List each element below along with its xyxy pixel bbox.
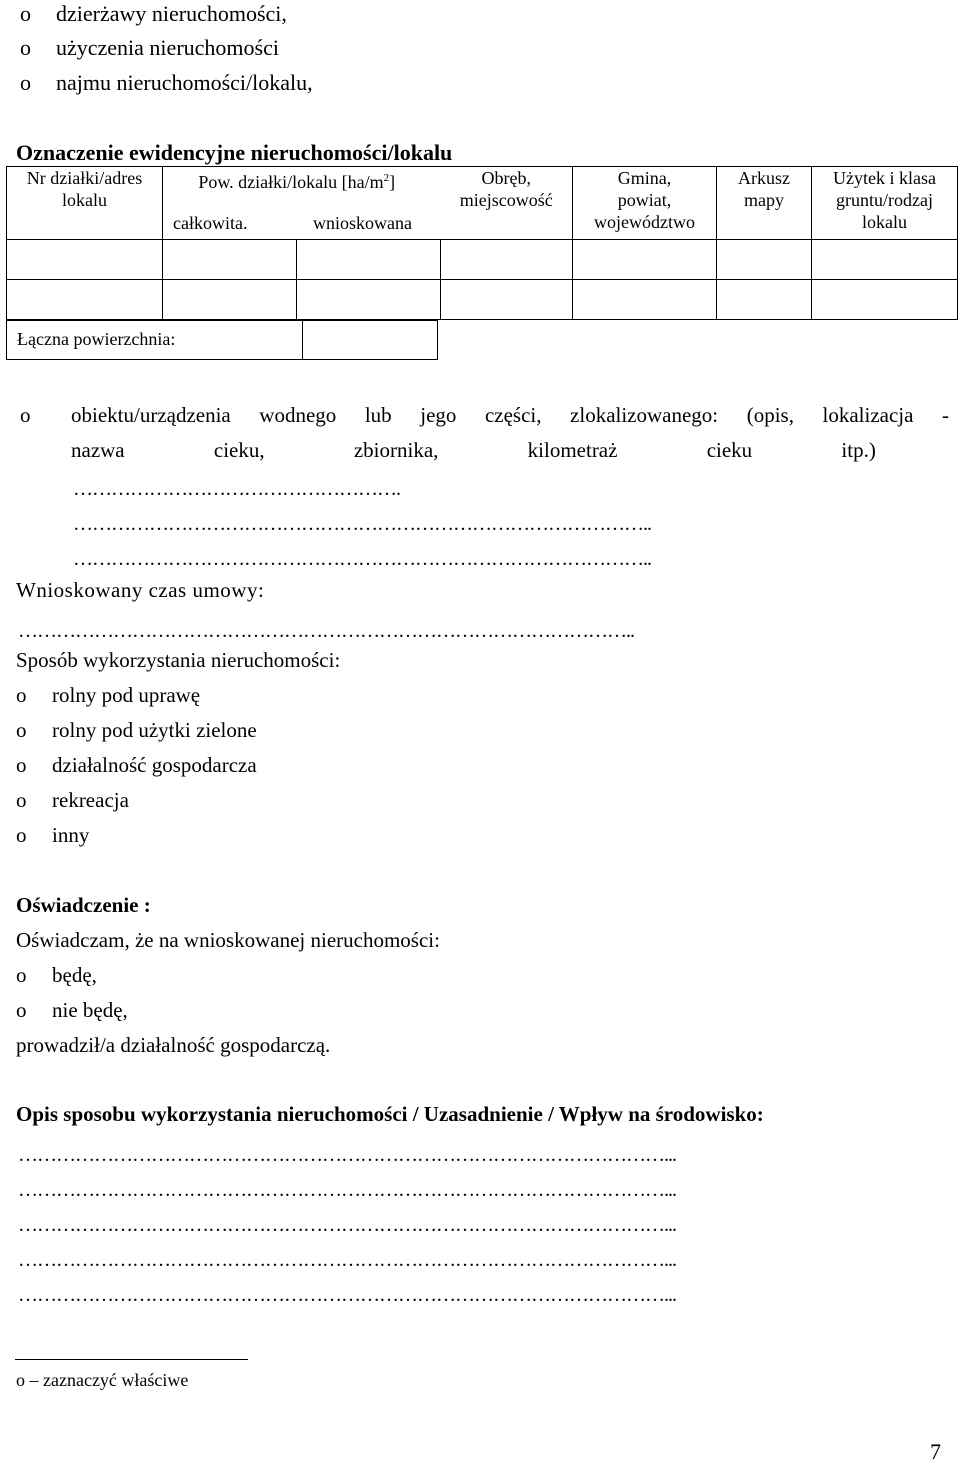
footnote-rule bbox=[15, 1359, 248, 1360]
page-number: 7 bbox=[930, 1439, 941, 1464]
duration-label: Wnioskowany czas umowy: bbox=[16, 578, 265, 602]
object-dots-3: ……………………………………………………………………………….. bbox=[73, 548, 651, 570]
statement-heading: Oświadczenie : bbox=[16, 893, 151, 917]
cell-nr-1[interactable] bbox=[7, 240, 163, 280]
object-dots-1: ……………………………………………. bbox=[73, 478, 400, 500]
cell-pow-total-2[interactable] bbox=[163, 280, 297, 320]
usage-option-rekreacja: o rekreacja bbox=[16, 788, 129, 812]
option-najem: o najmu nieruchomości/lokalu, bbox=[20, 70, 313, 95]
cell-pow-req-1[interactable] bbox=[297, 240, 441, 280]
usage-option-uprawa: o rolny pod uprawę bbox=[16, 683, 201, 707]
cell-arkusz-2[interactable] bbox=[717, 280, 812, 320]
cell-uzytek-1[interactable] bbox=[812, 240, 958, 280]
cell-nr-2[interactable] bbox=[7, 280, 163, 320]
cell-obreb-2[interactable] bbox=[441, 280, 573, 320]
header-pow: Pow. działki/lokalu $[ha/m^2]$ całkowita. wnioskowana bbox=[163, 167, 441, 240]
duration-dots: …………………………………………………………………………………….. bbox=[18, 620, 634, 642]
cell-pow-total-1[interactable] bbox=[163, 240, 297, 280]
option-dzierzawa: o dzierżawy nieruchomości, bbox=[20, 1, 287, 26]
usage-option-gospodarcza: o działalność gospodarcza bbox=[16, 753, 257, 777]
usage-heading: Sposób wykorzystania nieruchomości: bbox=[16, 648, 341, 672]
description-dots-4: …………………………………………………………………………………………... bbox=[18, 1249, 676, 1271]
cell-uzytek-2[interactable] bbox=[812, 280, 958, 320]
object-dots-2: ……………………………………………………………………………….. bbox=[73, 513, 651, 535]
cell-gmina-2[interactable] bbox=[573, 280, 717, 320]
footnote: o – zaznaczyć właściwe bbox=[16, 1370, 189, 1390]
description-heading: Opis sposobu wykorzystania nieruchomości / Uzasadnienie / Wpływ na środowisko: bbox=[16, 1102, 764, 1126]
total-area-row bbox=[6, 320, 438, 360]
usage-option-uzytki: o rolny pod użytki zielone bbox=[16, 718, 257, 742]
header-gmina: Gmina, powiat, województwo bbox=[573, 167, 717, 240]
header-obreb: Obręb, miejscowość bbox=[441, 167, 573, 240]
cell-gmina-1[interactable] bbox=[573, 240, 717, 280]
total-area-label: Łączna powierzchnia: bbox=[17, 329, 176, 349]
description-dots-2: …………………………………………………………………………………………... bbox=[18, 1179, 676, 1201]
ewid-table bbox=[6, 166, 958, 320]
header-uzytek: Użytek i klasa gruntu/rodzaj lokalu bbox=[812, 167, 958, 240]
usage-option-inny: o inny bbox=[16, 823, 90, 847]
statement-text: Oświadczam, że na wnioskowanej nieruchomości: bbox=[16, 928, 440, 952]
option-uzyczenie: o użyczenia nieruchomości bbox=[20, 35, 279, 60]
cell-pow-req-2[interactable] bbox=[297, 280, 441, 320]
cell-arkusz-1[interactable] bbox=[717, 240, 812, 280]
option-object-line1: obiektu/urządzenia wodnego lub jego części, zlokalizowanego: (opis, lokalizacja - bbox=[71, 403, 949, 427]
total-area-field[interactable] bbox=[302, 320, 440, 360]
ewid-heading: Oznaczenie ewidencyjne nieruchomości/lokalu bbox=[16, 140, 453, 165]
option-object-line2: nazwa cieku, zbiornika, kilometraż cieku itp.) bbox=[71, 438, 876, 462]
header-arkusz: Arkusz mapy bbox=[717, 167, 812, 240]
cell-obreb-1[interactable] bbox=[441, 240, 573, 280]
description-dots-3: …………………………………………………………………………………………... bbox=[18, 1214, 676, 1236]
statement-closing: prowadził/a działalność gospodarczą. bbox=[16, 1033, 331, 1057]
description-dots-5: …………………………………………………………………………………………... bbox=[18, 1284, 676, 1306]
statement-option-bede: o będę, bbox=[16, 963, 97, 987]
option-object-bullet: o bbox=[20, 403, 31, 427]
header-pow-req: wnioskowana bbox=[313, 213, 412, 233]
description-dots-1: …………………………………………………………………………………………... bbox=[18, 1144, 676, 1166]
header-nr: Nr działki/adres lokalu bbox=[7, 167, 163, 240]
header-pow-total: całkowita. bbox=[173, 213, 248, 233]
statement-option-nie-bede: o nie będę, bbox=[16, 998, 128, 1022]
